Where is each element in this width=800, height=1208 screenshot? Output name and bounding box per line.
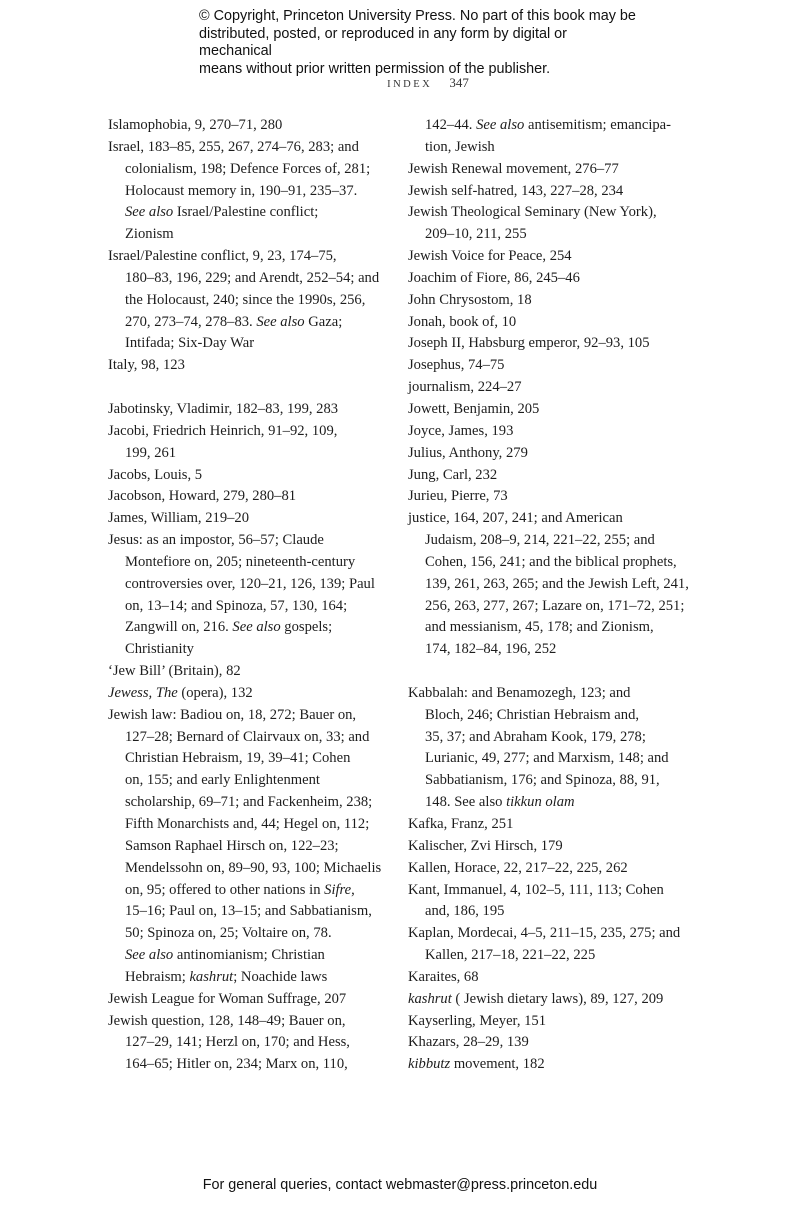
index-entry: Jung, Carl, 232 xyxy=(408,466,498,483)
index-entry: Kalischer, Zvi Hirsch, 179 xyxy=(408,837,563,854)
index-entry: Joyce, James, 193 xyxy=(408,422,514,439)
index-entry: Jewish Renewal movement, 276–77 xyxy=(408,160,619,177)
index-entry: kibbutz movement, 182 xyxy=(408,1056,545,1073)
index-entry: Kabbalah: and Benamozegh, 123; and Bloch, 246; Christian Hebraism and, 35, 37; and Abraham Kook, 179, 278; Lurianic, 49, 277; and Marxism, 148; and Sabbatianism, 176; and Spinoza, 88, 91, 148. See also tikkun olam xyxy=(408,684,669,811)
index-entry: kashrut ( Jewish dietary laws), 89, 127, 209 xyxy=(408,990,664,1007)
index-entry: Khazars, 28–29, 139 xyxy=(408,1034,529,1051)
index-entry: Italy, 98, 123 xyxy=(108,357,185,374)
index-entry: Jewish question, 128, 148–49; Bauer on, 127–29, 141; Herzl on, 170; and Hess, 164–65; Hitler on, 234; Marx on, 110, xyxy=(108,1012,350,1073)
index-entry: Josephus, 74–75 xyxy=(408,357,505,374)
index-entry: Kaplan, Mordecai, 4–5, 211–15, 235, 275; and Kallen, 217–18, 221–22, 225 xyxy=(408,925,681,964)
page-number: 347 xyxy=(449,75,469,90)
index-entry-continuation: 142–44. See also antisemitism; emancipa- tion, Jewish xyxy=(425,117,672,155)
copyright-notice xyxy=(199,8,639,78)
index-entry: Kafka, Franz, 251 xyxy=(408,816,514,832)
index-entry: Jonah, book of, 10 xyxy=(408,313,517,330)
index-entry: Kant, Immanuel, 4, 102–5, 111, 113; Cohen and, 186, 195 xyxy=(408,881,664,920)
index-entry: John Chrysostom, 18 xyxy=(408,291,532,308)
index-entry: Jacobs, Louis, 5 xyxy=(108,466,203,483)
index-entry: ‘Jew Bill’ (Britain), 82 xyxy=(108,663,241,680)
index-entry: Jowett, Benjamin, 205 xyxy=(408,400,540,417)
index-entry: justice, 164, 207, 241; and American Judaism, 208–9, 214, 221–22, 255; and Cohen, 156, 241; and the biblical prophets, 139, 261, 263, 265; and the Jewish Left, 241, 256, 263, 277, 267; Lazare on, 171–72, 251; and messianism, 45, 178; and Zionism, 174, 182–84, 196, 252 xyxy=(408,510,689,658)
index-entry: Kallen, Horace, 22, 217–22, 225, 262 xyxy=(408,859,628,876)
index-entry: Jewish Voice for Peace, 254 xyxy=(408,248,572,265)
index-entry: Joachim of Fiore, 86, 245–46 xyxy=(408,269,580,286)
footer-contact: For general queries, contact webmaster@press.princeton.edu xyxy=(202,1177,598,1193)
index-entry: James, William, 219–20 xyxy=(108,510,250,527)
index-entry: Karaites, 68 xyxy=(408,968,479,985)
index-entry: Israel/Palestine conflict, 9, 23, 174–75, 180–83, 196, 229; and Arendt, 252–54; and the Holocaust, 240; since the 1990s, 256, 270, 273–74, 278–83. See also Gaza; Intifada; Six-Day War xyxy=(108,248,380,352)
index-entry: Israel, 183–85, 255, 267, 274–76, 283; and colonialism, 198; Defence Forces of, 281; Holocaust memory in, 190–91, 235–37. See also Israel/Palestine conflict; Zionism xyxy=(108,138,371,243)
running-head xyxy=(0,75,800,91)
index-entry: Jewish self-hatred, 143, 227–28, 234 xyxy=(408,182,624,199)
index-entry: journalism, 224–27 xyxy=(408,379,522,396)
index-entry: Jewish law: Badiou on, 18, 272; Bauer on, 127–28; Bernard of Clairvaux on, 33; and Christian Hebraism, 19, 39–41; Cohen on, 155; and early Enlightenment scholarship, 69–71; and Fackenheim, 238; Fifth Monarchists and, 44; Hegel on, 112; Samson Raphael Hirsch on, 122–23; Mendelssohn on, 89–90, 93, 100; Michaelis on, 95; offered to other nations in Sifre, 15–16; Paul on, 13–15; and Sabbatianism, 50; Spinoza on, 25; Voltaire on, 78. See also antinomianism; Christian Hebraism; kashrut; Noachide laws xyxy=(108,706,382,985)
index-entry: Kayserling, Meyer, 151 xyxy=(408,1012,547,1029)
index-entry: Jesus: as an impostor, 56–57; Claude Montefiore on, 205; nineteenth-century controversies over, 120–21, 126, 139; Paul on, 13–14; and Spinoza, 57, 130, 164; Zangwill on, 216. See also gospels; Christianity xyxy=(108,532,375,658)
letter-group-gap xyxy=(108,377,393,399)
index-entry: Jacobi, Friedrich Heinrich, 91–92, 109, 199, 261 xyxy=(108,422,338,461)
running-title: INDEX xyxy=(387,79,433,90)
index-column-left xyxy=(108,115,393,1076)
index-entry: Jewess, The (opera), 132 xyxy=(108,684,253,701)
copyright-line: © Copyright, Princeton University Press. No part of this book may be xyxy=(199,8,636,24)
index-entry: Islamophobia, 9, 270–71, 280 xyxy=(108,117,283,133)
copyright-line: means without prior written permission of the publisher. xyxy=(199,60,551,77)
index-entry: Jabotinsky, Vladimir, 182–83, 199, 283 xyxy=(108,400,339,417)
index-column-right xyxy=(408,115,693,1076)
index-entry: Jacobson, Howard, 279, 280–81 xyxy=(108,488,297,505)
index-entry: Julius, Anthony, 279 xyxy=(408,444,528,461)
index-entry: Jewish League for Woman Suffrage, 207 xyxy=(108,990,347,1007)
copyright-line: distributed, posted, or reproduced in any form by digital or mechanical xyxy=(199,25,567,59)
index-entry: Joseph II, Habsburg emperor, 92–93, 105 xyxy=(408,335,650,352)
index-entry: Jurieu, Pierre, 73 xyxy=(408,488,508,505)
index-entry: Jewish Theological Seminary (New York), 209–10, 211, 255 xyxy=(408,204,657,243)
letter-group-gap xyxy=(408,661,693,683)
